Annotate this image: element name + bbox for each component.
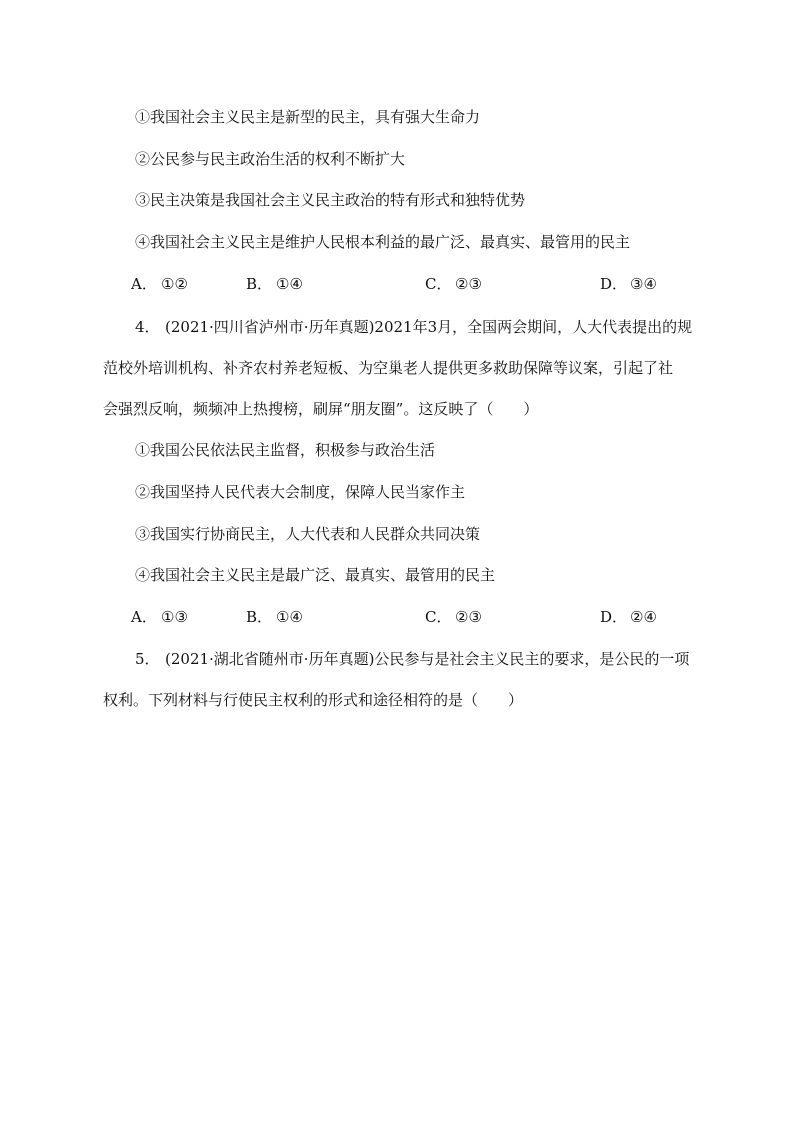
q4-statement-4: ④我国社会主义民主是最广泛、最真实、最管用的民主: [135, 566, 496, 584]
q5-source: (2021·湖北省随州市·历年真题): [165, 650, 375, 668]
q4-option-b[interactable]: B． ①④: [246, 608, 303, 626]
prev-option-a[interactable]: A． ①②: [131, 275, 188, 293]
q4-options: [131, 607, 691, 627]
prev-options: [131, 274, 691, 294]
q5-stem-line1: [135, 649, 689, 669]
q4-statement-1: ①我国公民依法民主监督，积极参与政治生活: [135, 441, 436, 459]
prev-statement-1: ①我国社会主义民主是新型的民主，具有强大生命力: [135, 108, 481, 126]
q4-stem-line1: [135, 317, 692, 337]
q5-stem-line2: 权利。下列材料与行使民主权利的形式和途径相符的是（ ）: [103, 691, 524, 709]
q4-stem-line3: 会强烈反响，频频冲上热搜榜，刷屏“朋友圈”。这反映了（ ）: [103, 400, 539, 418]
prev-option-b[interactable]: B． ①④: [246, 275, 303, 293]
prev-statement-3: ③民主决策是我国社会主义民主政治的特有形式和独特优势: [135, 191, 526, 209]
q4-stem-text1: 2021年3月，全国两会期间，人大代表提出的规: [374, 318, 693, 336]
q4-source: (2021·四川省泸州市·历年真题): [165, 318, 375, 336]
q4-number: 4．: [135, 318, 160, 336]
q4-option-d[interactable]: D． ②④: [600, 608, 657, 626]
prev-option-d[interactable]: D． ③④: [600, 275, 657, 293]
prev-statement-4: ④我国社会主义民主是维护人民根本利益的最广泛、最真实、最管用的民主: [135, 233, 631, 251]
q4-stem-line2: 范校外培训机构、补齐农村养老短板、为空巢老人提供更多救助保障等议案，引起了社: [103, 359, 674, 377]
q5-stem-text1: 公民参与是社会主义民主的要求，是公民的一项: [374, 650, 690, 668]
q4-statement-3: ③我国实行协商民主，人大代表和人民群众共同决策: [135, 525, 481, 543]
q4-statement-2: ②我国坚持人民代表大会制度，保障人民当家作主: [135, 483, 466, 501]
q4-option-a[interactable]: A． ①③: [131, 608, 188, 626]
q4-option-c[interactable]: C． ②③: [425, 608, 482, 626]
prev-statement-2: ②公民参与民主政治生活的权利不断扩大: [135, 150, 406, 168]
prev-option-c[interactable]: C． ②③: [425, 275, 482, 293]
q5-number: 5．: [135, 650, 160, 668]
